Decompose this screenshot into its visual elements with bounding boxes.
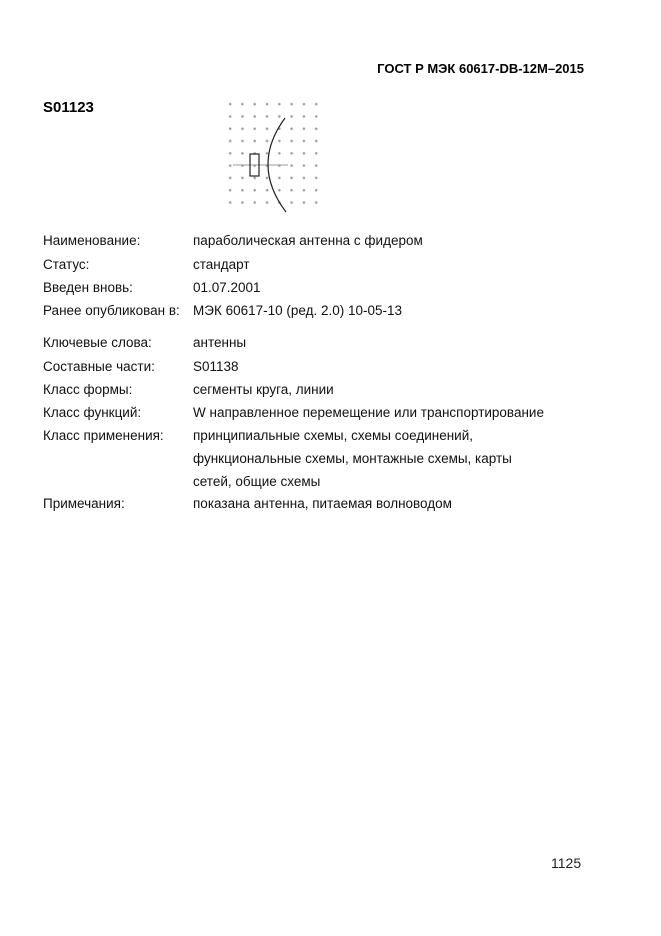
antenna-symbol-drawing (222, 96, 334, 218)
field-row-previously-published (0, 299, 661, 322)
field-row-status (0, 253, 661, 276)
field-value: стандарт (193, 257, 250, 272)
field-row-introduced (0, 276, 661, 299)
field-value: антенны (193, 335, 247, 350)
document-header: ГОСТ Р МЭК 60617-DB-12M–2015 (377, 61, 584, 76)
field-value: МЭК 60617-10 (ред. 2.0) 10-05-13 (193, 303, 403, 318)
field-row-keywords (0, 331, 661, 354)
field-label: Введен вновь: (43, 280, 133, 295)
page-number: 1125 (551, 855, 582, 871)
field-row-application-class (0, 424, 661, 493)
field-row-notes (0, 492, 661, 515)
field-row-components (0, 355, 661, 378)
field-value: сегменты круга, линии (193, 382, 334, 397)
field-value: показана антенна, питаемая волноводом (193, 496, 452, 511)
field-value: параболическая антенна с фидером (193, 233, 423, 248)
parabolic-antenna-diagram (222, 96, 334, 218)
field-value-line: функциональные схемы, монтажные схемы, карты (193, 451, 512, 466)
field-row-function-class (0, 401, 661, 424)
field-value: 01.07.2001 (193, 280, 261, 295)
field-value-line: принципиальные схемы, схемы соединений, (193, 428, 473, 443)
field-value-line: сетей, общие схемы (193, 474, 321, 489)
field-label: Класс применения: (43, 428, 164, 443)
field-value: W направленное перемещение или транспортирование (193, 405, 544, 420)
field-label: Ранее опубликован в: (43, 303, 180, 318)
field-value-multiline (193, 424, 512, 493)
field-value: S01138 (193, 359, 239, 374)
field-label: Класс функций: (43, 405, 142, 420)
field-label: Класс формы: (43, 382, 133, 397)
field-label: Наименование: (43, 233, 141, 248)
field-label: Составные части: (43, 359, 155, 374)
field-label: Статус: (43, 257, 90, 272)
symbol-id: S01123 (43, 99, 94, 116)
field-row-shape-class (0, 378, 661, 401)
field-label: Ключевые слова: (43, 335, 152, 350)
field-row-name (0, 229, 661, 252)
field-label: Примечания: (43, 496, 125, 511)
